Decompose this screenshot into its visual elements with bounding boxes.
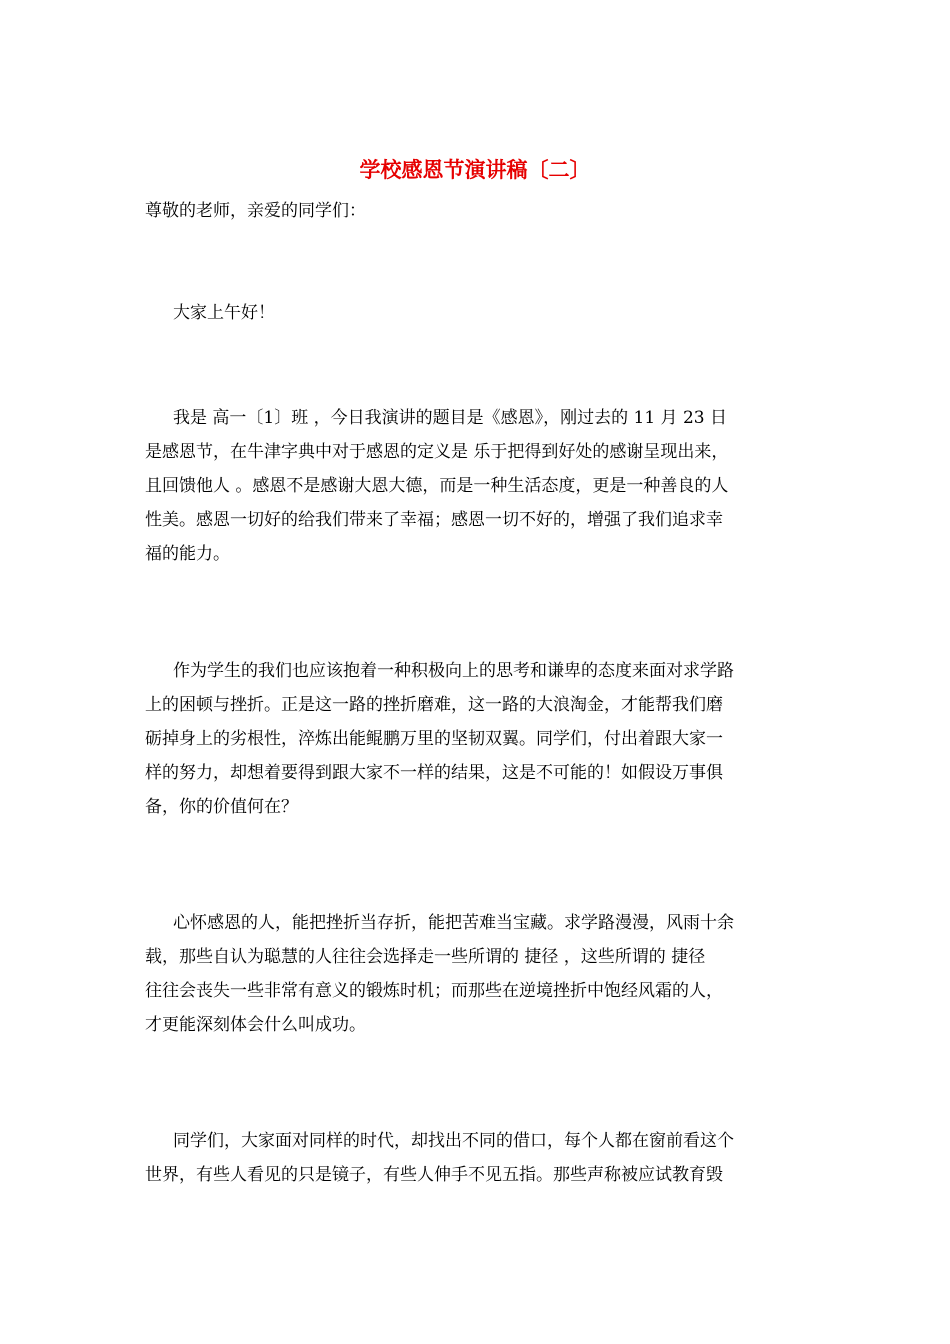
paragraph-line: 且回馈他人 。感恩不是感谢大恩大德，而是一种生活态度，更是一种善良的人 bbox=[145, 476, 729, 496]
paragraph-line: 样的努力，却想着要得到跟大家不一样的结果，这是不可能的！如假设万事俱 bbox=[145, 763, 723, 783]
paragraph-line: 是感恩节，在牛津字典中对于感恩的定义是 乐于把得到好处的感谢呈现出来， bbox=[145, 442, 729, 462]
paragraph-line: 备，你的价值何在？ bbox=[145, 797, 298, 817]
paragraph-line: 作为学生的我们也应该抱着一种积极向上的思考和谦卑的态度来面对求学路 bbox=[173, 661, 734, 681]
paragraph-line: 性美。感恩一切好的给我们带来了幸福；感恩一切不好的，增强了我们追求幸 bbox=[145, 510, 723, 530]
paragraph-line: 往往会丧失一些非常有意义的锻炼时机；而那些在逆境挫折中饱经风霜的人， bbox=[145, 981, 723, 1001]
document-title: 学校感恩节演讲稿〔二〕 bbox=[359, 157, 591, 182]
paragraph-line: 载，那些自认为聪慧的人往往会选择走一些所谓的 捷径 ，这些所谓的 捷径 bbox=[145, 947, 706, 967]
paragraph-line: 心怀感恩的人，能把挫折当存折，能把苦难当宝藏。求学路漫漫，风雨十余 bbox=[173, 913, 734, 933]
paragraph-attitude bbox=[145, 654, 805, 824]
paragraph-line: 福的能力。 bbox=[145, 544, 230, 564]
paragraph-gratitude bbox=[145, 906, 805, 1042]
salutation: 尊敬的老师，亲爱的同学们： bbox=[145, 201, 366, 221]
paragraph-line: 上的困顿与挫折。正是这一路的挫折磨难，这一路的大浪淘金，才能帮我们磨 bbox=[145, 695, 723, 715]
paragraph-classmates bbox=[145, 1124, 805, 1192]
paragraph-line: 我是 高一〔1〕班 ，今日我演讲的题目是《感恩》，刚过去的 11 月 23 日 bbox=[173, 408, 728, 428]
paragraph-line: 才更能深刻体会什么叫成功。 bbox=[145, 1015, 366, 1035]
paragraph-line: 大家上午好！ bbox=[173, 303, 275, 323]
paragraph-greeting bbox=[145, 296, 805, 330]
paragraph-line: 世界，有些人看见的只是镜子，有些人伸手不见五指。那些声称被应试教育毁 bbox=[145, 1165, 723, 1185]
paragraph-introduction bbox=[145, 401, 805, 571]
paragraph-line: 同学们，大家面对同样的时代，却找出不同的借口，每个人都在窗前看这个 bbox=[173, 1131, 734, 1151]
paragraph-line: 砺掉身上的劣根性，淬炼出能鲲鹏万里的坚韧双翼。同学们，付出着跟大家一 bbox=[145, 729, 723, 749]
